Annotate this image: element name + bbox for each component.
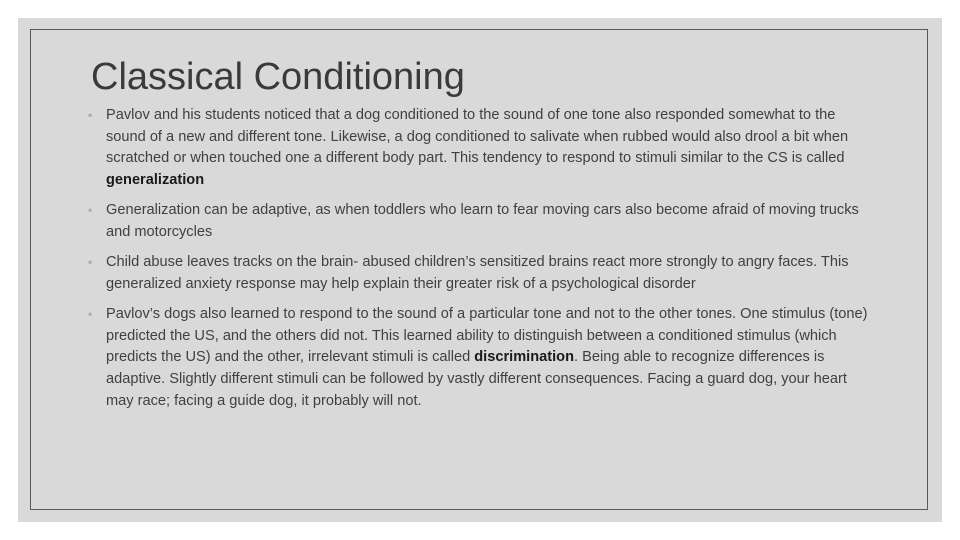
bullet-item [88,304,878,412]
bullet-item [88,200,878,243]
term-discrimination: discrimination [474,349,575,366]
slide-title: Classical Conditioning [91,56,465,98]
bullet-list [88,105,878,421]
slide [18,18,942,522]
bullet-marker: ◦ [88,203,93,218]
bullet-marker: ◦ [88,108,93,122]
bullet-text: Generalization can be adaptive, as when toddlers who learn to fear moving cars also become afraid of moving trucks and motorcycles [106,202,859,240]
bullet-text: Pavlov and his students noticed that a dog conditioned to the sound of one tone also responded somewhat to the sound of a new and different tone. Likewise, a dog conditioned to salivate when rubbed would also drool a bit when scratched or when touched one a different body part. This tendency to respond to stimuli similar to the CS is called [106,107,849,167]
bullet-marker: ◦ [88,307,93,322]
bullet-marker: ◦ [88,255,93,270]
bullet-text: Child abuse leaves tracks on the brain- abused children’s sensitized brains react more strongly to angry faces. This generalized anxiety response may help explain their greater risk of a psychological disorder [106,254,849,292]
bullet-item [88,105,878,191]
bullet-text: Pavlov’s dogs also learned to respond to the sound of a particular tone and not to the other tones. One stimulus (tone) predicted the US, and the others did not. This learned ability to distinguish between a conditioned stimulus (which predicts the US) and the other, irrelevant stimuli is called [106,306,868,366]
term-generalization: generalization [106,171,205,188]
bullet-text-after: . Being able to recognize differences is adaptive. Slightly different stimuli can be followed by vastly different consequences. Facing a guard dog, your heart may race; facing a guide dog, it probably will not. [106,349,847,409]
bullet-item [88,252,878,295]
